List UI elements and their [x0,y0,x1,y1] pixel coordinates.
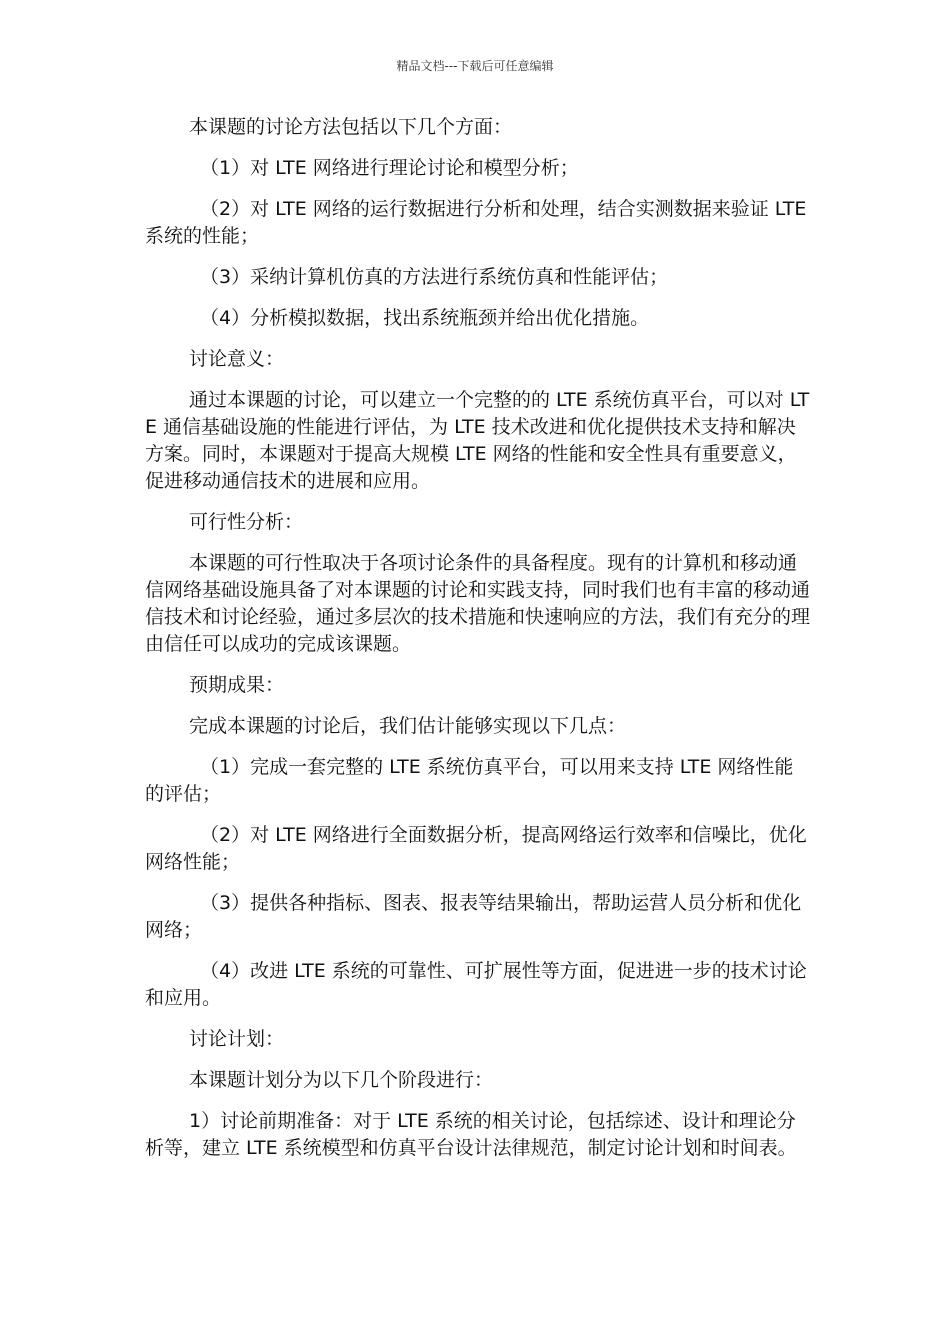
paragraph-feasibility: 本课题的可行性取决于各项讨论条件的具备程度。现有的计算机和移动通信网络基础设施具备了对本课题的讨论和实践支持，同时我们也有丰富的移动通信技术和讨论经验，通过多层次的技术措施和快速响应的方法，我们有充分的理由信任可以成功的完成该课题。 [145,552,811,655]
page-header: 精品文档---下载后可任意编辑 [396,59,554,73]
list-item: （3）提供各种指标、图表、报表等结果输出，帮助运营人员分析和优化网络； [145,892,802,941]
paragraph-intro-methods: 本课题的讨论方法包括以下几个方面： [189,116,513,138]
list-item: （1）对 LTE 网络进行理论讨论和模型分析； [200,157,579,179]
section-heading-significance: 讨论意义： [189,348,285,370]
list-item: （2）对 LTE 网络进行全面数据分析，提高网络运行效率和信噪比，优化网络性能； [145,824,807,873]
paragraph-plan-intro: 本课题计划分为以下几个阶段进行： [189,1069,494,1091]
section-heading-feasibility: 可行性分析： [189,511,304,533]
document-body [145,114,810,1176]
paragraph-significance: 通过本课题的讨论，可以建立一个完整的的 LTE 系统仿真平台，可以对 LTE 通信基础设施的性能进行评估，为 LTE 技术改进和优化提供技术支持和解决方案。同时，本课题对于提高大规模 LTE 网络的性能和安全性具有重要意义，促进移动通信技术的进展和应用。 [145,389,810,492]
list-item: （2）对 LTE 网络的运行数据进行分析和处理，结合实测数据来验证 LTE 系统的性能； [145,198,807,247]
list-item: （3）采纳计算机仿真的方法进行系统仿真和性能评估； [200,266,669,288]
section-heading-outcomes: 预期成果： [189,674,285,696]
list-item: （1）完成一套完整的 LTE 系统仿真平台，可以用来支持 LTE 网络性能的评估； [145,756,794,805]
list-item: （4）分析模拟数据，找出系统瓶颈并给出优化措施。 [200,307,650,329]
paragraph-plan-phase-1: 1）讨论前期准备：对于 LTE 系统的相关讨论，包括综述、设计和理论分析等，建立 LTE 系统模型和仿真平台设计法律规范，制定讨论计划和时间表。 [145,1110,797,1159]
paragraph-outcomes-intro: 完成本课题的讨论后，我们估计能够实现以下几点： [189,715,627,737]
section-heading-plan: 讨论计划： [189,1028,285,1050]
list-item: （4）改进 LTE 系统的可靠性、可扩展性等方面，促进进一步的技术讨论和应用。 [145,960,807,1009]
